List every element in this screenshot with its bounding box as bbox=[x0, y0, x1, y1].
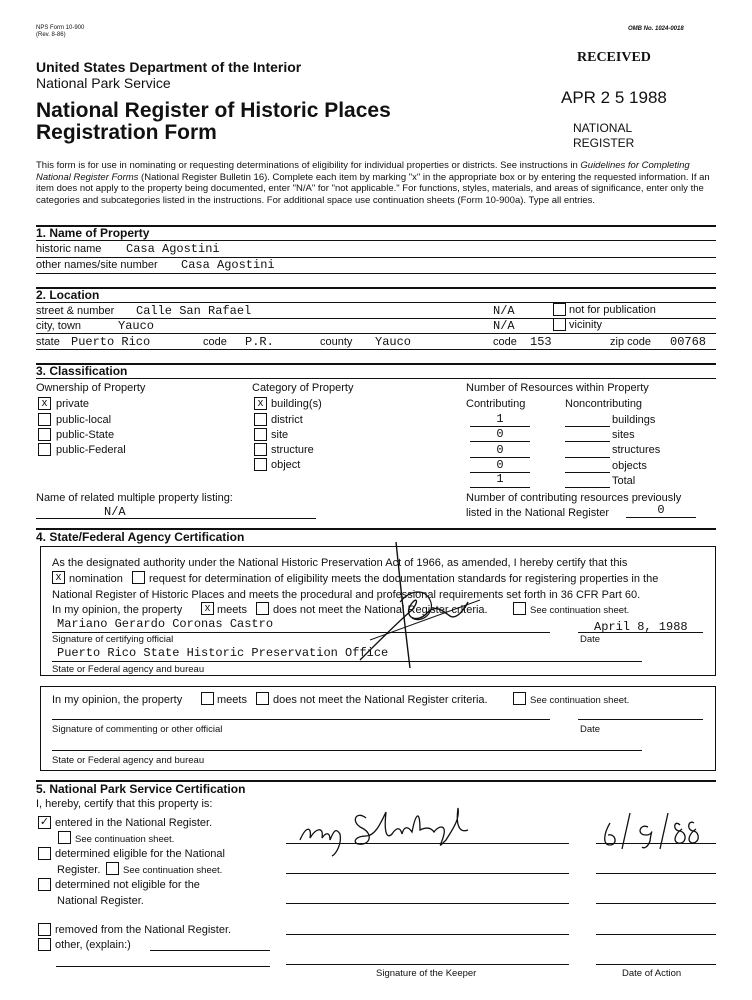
state-value: Puerto Rico bbox=[71, 335, 151, 349]
form-revision: (Rev. 8-86) bbox=[36, 32, 66, 38]
row-buildings-label: buildings bbox=[612, 414, 656, 426]
cert-line2: request for determination of eligibility meets the documentation standards for registering properties in the bbox=[149, 573, 659, 585]
cert-opinion-label: In my opinion, the property bbox=[52, 604, 183, 616]
county-code-label: code bbox=[493, 336, 517, 348]
eligible-label1: determined eligible for the National bbox=[55, 848, 225, 860]
ownership-public-federal-checkbox[interactable] bbox=[38, 443, 51, 456]
meets-checkbox[interactable]: x bbox=[201, 602, 214, 615]
contrib-buildings: 1 bbox=[496, 412, 504, 426]
county-label: county bbox=[320, 336, 353, 348]
category-object-label: object bbox=[271, 459, 301, 471]
b2-meets-checkbox[interactable] bbox=[201, 692, 214, 705]
section5-title: 5. National Park Service Certification bbox=[36, 782, 246, 796]
b2-see-continuation-checkbox[interactable] bbox=[513, 692, 526, 705]
state-code-label: code bbox=[203, 336, 227, 348]
row-total-label: Total bbox=[612, 475, 636, 487]
b2-date-label: Date bbox=[580, 724, 601, 735]
multiple-listing-label: Name of related multiple property listing: bbox=[36, 492, 233, 504]
b2-does-not-meet-checkbox[interactable] bbox=[256, 692, 269, 705]
previously-listed-label2: listed in the National Register bbox=[466, 507, 610, 519]
section4-title: 4. State/Federal Agency Certification bbox=[36, 530, 245, 544]
stamp-national: NATIONAL bbox=[573, 121, 633, 135]
category-site-checkbox[interactable] bbox=[254, 428, 267, 441]
removed-checkbox[interactable] bbox=[38, 923, 51, 936]
service-name: National Park Service bbox=[36, 75, 171, 91]
ownership-public-state-checkbox[interactable] bbox=[38, 428, 51, 441]
street-value: Calle San Rafael bbox=[136, 304, 252, 318]
contrib-structures: 0 bbox=[496, 443, 504, 457]
eligible-continuation-label: See continuation sheet. bbox=[123, 865, 223, 876]
section2-title: 2. Location bbox=[36, 288, 100, 302]
not-for-publication-label: not for publication bbox=[569, 304, 656, 316]
nomination-label: nomination bbox=[69, 573, 123, 585]
category-structure-checkbox[interactable] bbox=[254, 443, 267, 456]
previously-listed-value: 0 bbox=[657, 503, 665, 517]
row-structures-label: structures bbox=[612, 444, 661, 456]
historic-name-label: historic name bbox=[36, 243, 102, 255]
nomination-checkbox[interactable]: x bbox=[52, 571, 65, 584]
zip-value: 00768 bbox=[670, 335, 707, 349]
row-objects-label: objects bbox=[612, 460, 647, 472]
resources-heading: Number of Resources within Property bbox=[466, 382, 649, 394]
ownership-public-state-label: public-State bbox=[56, 429, 115, 441]
other-label: other, (explain:) bbox=[55, 939, 131, 951]
multiple-listing-value: N/A bbox=[104, 505, 126, 519]
vicinity-label: vicinity bbox=[569, 319, 603, 331]
eligible-checkbox[interactable] bbox=[38, 847, 51, 860]
entered-continuation-checkbox[interactable] bbox=[58, 831, 71, 844]
county-code-value: 153 bbox=[530, 335, 552, 349]
b2-agency-label: State or Federal agency and bureau bbox=[52, 755, 205, 766]
omb-number: OMB No. 1024-0018 bbox=[628, 26, 684, 32]
other-names-value: Casa Agostini bbox=[181, 258, 275, 272]
b2-opinion-label: In my opinion, the property bbox=[52, 694, 183, 706]
ownership-public-local-checkbox[interactable] bbox=[38, 413, 51, 426]
state-label: state bbox=[36, 336, 60, 348]
cert-line1: As the designated authority under the National Historic Preservation Act of 1966, as amended, I hereby certify that this bbox=[52, 557, 628, 569]
ownership-public-federal-label: public-Federal bbox=[56, 444, 126, 456]
stamp-received: RECEIVED bbox=[577, 50, 651, 65]
ownership-heading: Ownership of Property bbox=[36, 382, 146, 394]
b2-does-not-meet-label: does not meet the National Register criteria. bbox=[273, 694, 488, 706]
street-label: street & number bbox=[36, 305, 115, 317]
does-not-meet-checkbox[interactable] bbox=[256, 602, 269, 615]
cert-line3: National Register of Historic Places and meets the procedural and professional requirements set forth in 36 CFR Part 60. bbox=[52, 589, 641, 601]
form-title-line2: Registration Form bbox=[36, 121, 217, 144]
stamp-date: APR 2 5 1988 bbox=[561, 88, 667, 107]
not-for-publication-checkbox[interactable] bbox=[553, 303, 566, 316]
meets-label: meets bbox=[217, 604, 247, 616]
category-structure-label: structure bbox=[271, 444, 314, 456]
form-title-line1: National Register of Historic Places bbox=[36, 99, 391, 122]
not-eligible-label2: National Register. bbox=[57, 895, 144, 907]
form-number: NPS Form 10-900 bbox=[36, 25, 85, 31]
date-label: Date bbox=[580, 634, 601, 645]
category-site-label: site bbox=[271, 429, 289, 441]
keeper-signature-label: Signature of the Keeper bbox=[376, 968, 477, 979]
noncontributing-heading: Noncontributing bbox=[565, 398, 643, 410]
category-heading: Category of Property bbox=[252, 382, 354, 394]
ownership-public-local-label: public-local bbox=[56, 414, 112, 426]
determination-request-checkbox[interactable] bbox=[132, 571, 145, 584]
stamp-register: REGISTER bbox=[573, 136, 635, 150]
row-sites-label: sites bbox=[612, 429, 635, 441]
category-building-label: building(s) bbox=[271, 398, 322, 410]
vicinity-checkbox[interactable] bbox=[553, 318, 566, 331]
section3-title: 3. Classification bbox=[36, 364, 128, 378]
county-value: Yauco bbox=[375, 335, 412, 349]
entered-continuation-label: See continuation sheet. bbox=[75, 834, 175, 845]
category-district-label: district bbox=[271, 414, 303, 426]
ownership-private-checkbox[interactable]: x bbox=[38, 397, 51, 410]
zip-label: zip code bbox=[610, 336, 651, 348]
entered-label: entered in the National Register. bbox=[55, 817, 213, 829]
state-code-value: P.R. bbox=[245, 335, 274, 349]
city-value: Yauco bbox=[118, 319, 155, 333]
b2-signature-label: Signature of commenting or other official bbox=[52, 724, 223, 735]
department-name: United States Department of the Interior bbox=[36, 59, 302, 75]
ownership-private-label: private bbox=[56, 398, 90, 410]
certifying-signature bbox=[340, 540, 490, 680]
contributing-heading: Contributing bbox=[466, 398, 526, 410]
agency-label: State or Federal agency and bureau bbox=[52, 664, 205, 675]
previously-listed-label1: Number of contributing resources previously bbox=[466, 492, 682, 504]
date-of-action-label: Date of Action bbox=[622, 968, 682, 979]
see-continuation-checkbox[interactable] bbox=[513, 602, 526, 615]
category-building-checkbox[interactable]: x bbox=[254, 397, 267, 410]
signature-label: Signature of certifying official bbox=[52, 634, 174, 645]
removed-label: removed from the National Register. bbox=[55, 924, 232, 936]
action-date-handwritten bbox=[596, 805, 706, 855]
contrib-sites: 0 bbox=[496, 427, 504, 441]
not-eligible-label1: determined not eligible for the bbox=[55, 879, 200, 891]
category-object-checkbox[interactable] bbox=[254, 458, 267, 471]
eligible-label2: Register. bbox=[57, 864, 101, 876]
contrib-objects: 0 bbox=[496, 458, 504, 472]
nps-certify-intro: I, hereby, certify that this property is: bbox=[36, 798, 213, 810]
keeper-signature bbox=[296, 800, 506, 860]
city-na: N/A bbox=[493, 319, 515, 333]
instructions-paragraph: This form is for use in nominating or requesting determinations of eligibility for individual properties or districts. See instructions in Guidelines for Completing National Register Forms (National Register Bulletin 16). Complete each item by marking "x" in the appropriate box or by entering the requested information. If an item does not apply to the property being documented, enter "N/A" for "not applicable." For functions, styles, materials, and areas of significance, enter only the categories and subcategories listed in the instructions. For additional space use continuation sheets (Form 10-900a). Type all entries. bbox=[36, 160, 710, 206]
eligible-continuation-checkbox[interactable] bbox=[106, 862, 119, 875]
see-continuation-label: See continuation sheet. bbox=[530, 605, 630, 616]
certifying-official-name: Mariano Gerardo Coronas Castro bbox=[57, 617, 274, 631]
agency-value: Puerto Rico State Historic Preservation Office bbox=[57, 646, 389, 660]
other-names-label: other names/site number bbox=[36, 259, 158, 271]
b2-meets-label: meets bbox=[217, 694, 247, 706]
contrib-total: 1 bbox=[496, 472, 504, 486]
historic-name-value: Casa Agostini bbox=[126, 242, 220, 256]
city-label: city, town bbox=[36, 320, 82, 332]
does-not-meet-label: does not meet the National Register criteria. bbox=[273, 604, 488, 616]
category-district-checkbox[interactable] bbox=[254, 413, 267, 426]
action-date-text bbox=[630, 822, 647, 828]
b2-see-continuation-label: See continuation sheet. bbox=[530, 695, 630, 706]
section1-title: 1. Name of Property bbox=[36, 226, 150, 240]
entered-checkbox[interactable]: ✓ bbox=[39, 816, 50, 828]
other-checkbox[interactable] bbox=[38, 938, 51, 951]
street-na: N/A bbox=[493, 304, 515, 318]
certifying-date: April 8, 1988 bbox=[594, 620, 688, 634]
not-eligible-checkbox[interactable] bbox=[38, 878, 51, 891]
